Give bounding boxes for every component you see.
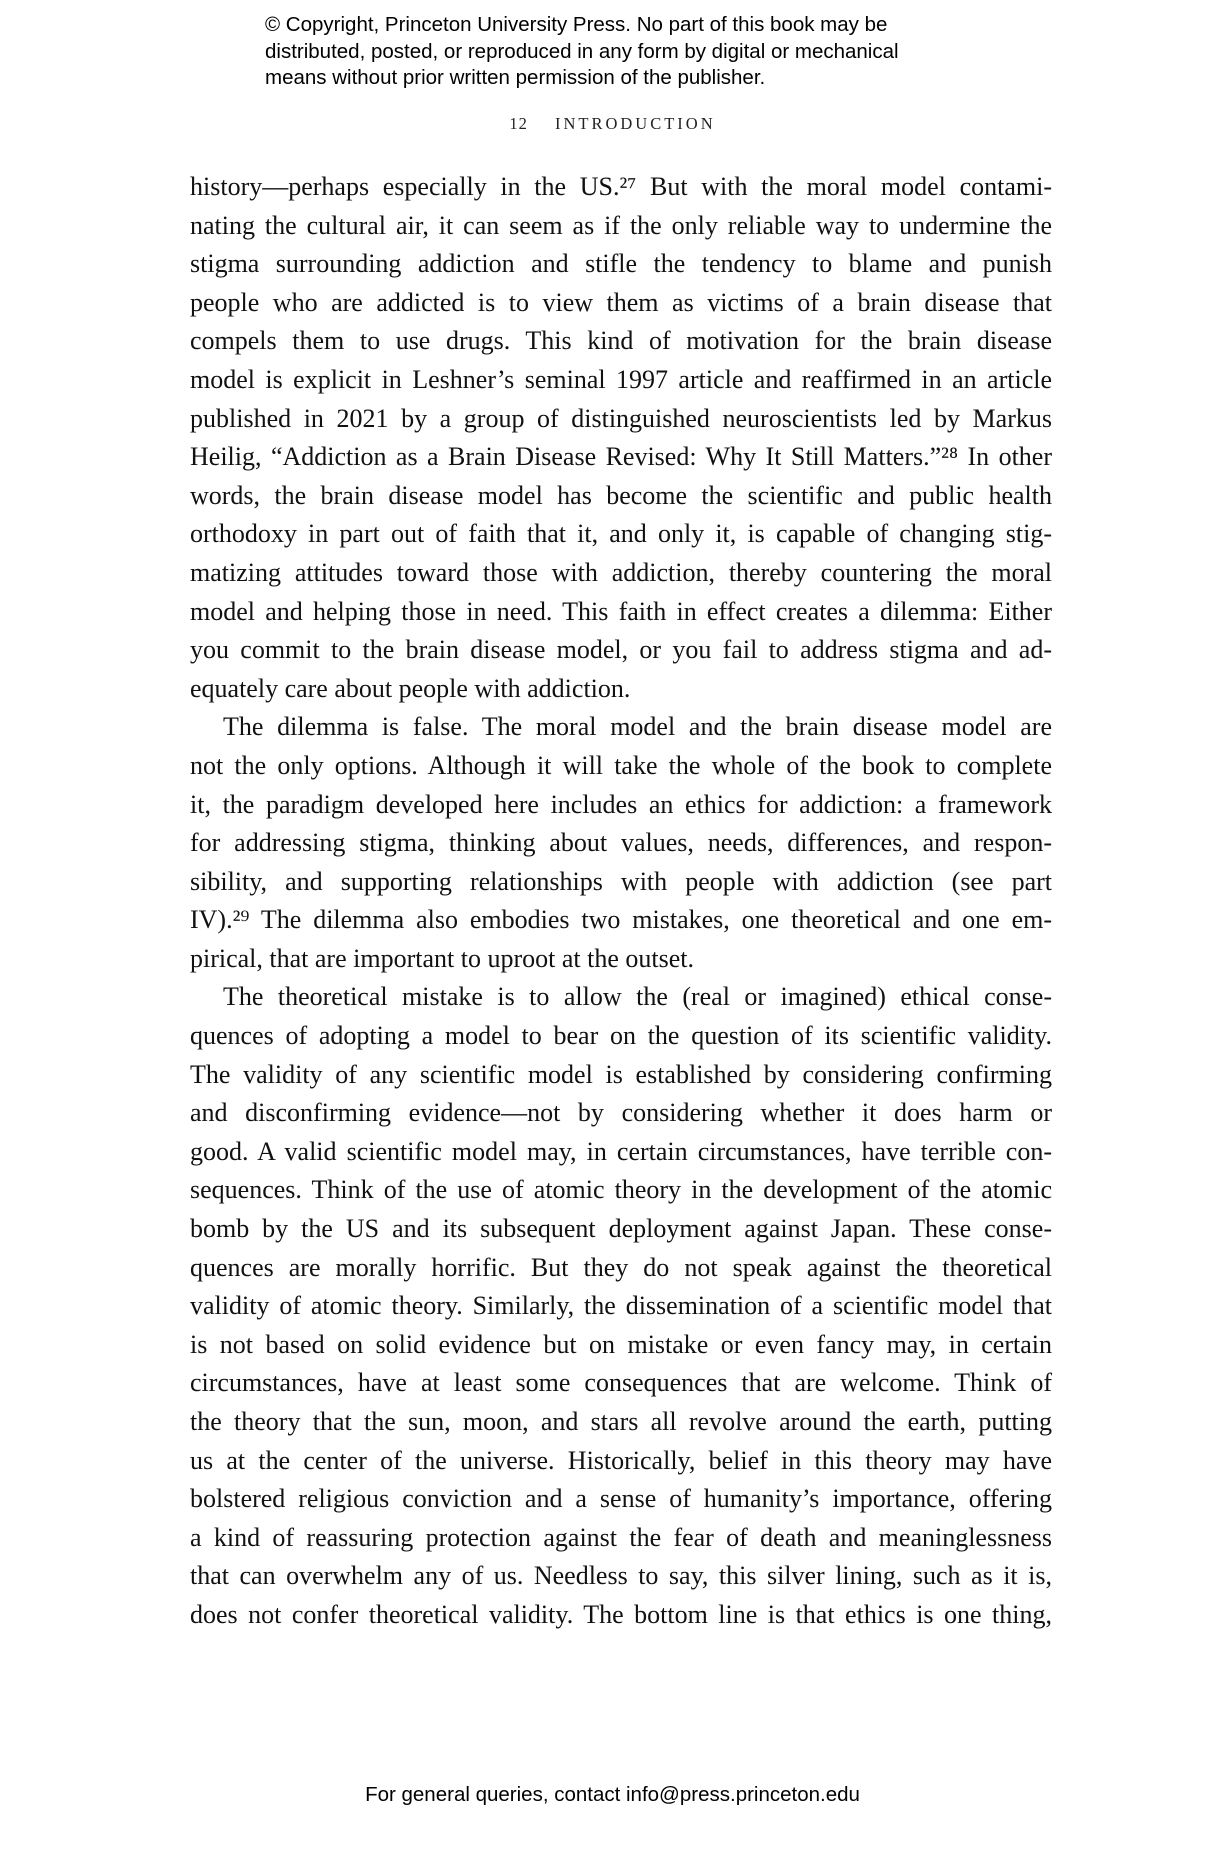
text-line: a kind of reassuring protection against the fear of death and meaninglessness xyxy=(190,1522,1052,1552)
text-line: The dilemma is false. The moral model and the brain disease model are xyxy=(223,712,1052,742)
text-line: sibility, and supporting relationships with people with addiction (see part xyxy=(190,866,1052,896)
running-head xyxy=(0,114,1225,134)
text-line: and disconfirming evidence—not by considering whether it does harm or xyxy=(190,1098,1052,1128)
section-title: INTRODUCTION xyxy=(554,114,716,133)
text-line: quences are morally horrific. But they do not speak against the theoretical xyxy=(190,1252,1052,1282)
text-line: it, the paradigm developed here includes an ethics for addiction: a framework xyxy=(190,789,1052,819)
text-line: model is explicit in Leshner’s seminal 1997 article and reaffirmed in an article xyxy=(190,364,1052,394)
text-line: nating the cultural air, it can seem as if the only reliable way to undermine the xyxy=(190,210,1052,240)
text-line: quences of adopting a model to bear on the question of its scientific validity. xyxy=(190,1021,1052,1051)
page-number: 12 xyxy=(509,114,528,133)
text-line: words, the brain disease model has become the scientific and public health xyxy=(190,480,1052,510)
text-line: the theory that the sun, moon, and stars all revolve around the earth, putting xyxy=(190,1407,1052,1436)
copyright-notice xyxy=(265,12,1025,92)
text-line: circumstances, have at least some consequences that are welcome. Think of xyxy=(190,1368,1052,1398)
text-line: The validity of any scientific model is established by considering confirming xyxy=(190,1059,1052,1089)
text-line: that can overwhelm any of us. Needless to say, this silver lining, such as it is, xyxy=(190,1561,1052,1591)
copyright-line: distributed, posted, or reproduced in any form by digital or mechanical xyxy=(265,39,899,63)
text-line: people who are addicted is to view them as victims of a brain disease that xyxy=(190,287,1052,317)
text-line: equately care about people with addiction. xyxy=(190,673,631,703)
text-line: for addressing stigma, thinking about values, needs, differences, and respon- xyxy=(190,828,1052,858)
text-line: us at the center of the universe. Historically, belief in this theory may have xyxy=(190,1445,1052,1475)
text-line: not the only options. Although it will take the whole of the book to complete xyxy=(190,750,1052,780)
text-line: is not based on solid evidence but on mistake or even fancy may, in certain xyxy=(190,1329,1052,1359)
body-text xyxy=(190,168,1052,1635)
text-line: IV).²⁹ The dilemma also embodies two mistakes, one theoretical and one em- xyxy=(190,905,1052,935)
text-line: sequences. Think of the use of atomic theory in the development of the atomic xyxy=(190,1175,1052,1205)
text-line: model and helping those in need. This faith in effect creates a dilemma: Either xyxy=(190,596,1052,626)
text-line: history—perhaps especially in the US.²⁷ But with the moral model contami- xyxy=(190,172,1052,201)
copyright-line: means without prior written permission of the publisher. xyxy=(265,66,766,89)
text-line: bomb by the US and its subsequent deployment against Japan. These conse- xyxy=(190,1214,1052,1244)
text-line: stigma surrounding addiction and stifle the tendency to blame and punish xyxy=(190,249,1052,279)
text-line: The theoretical mistake is to allow the (real or imagined) ethical conse- xyxy=(223,982,1052,1012)
text-line: orthodoxy in part out of faith that it, and only it, is capable of changing stig- xyxy=(190,519,1052,549)
text-line: you commit to the brain disease model, or you fail to address stigma and ad- xyxy=(190,635,1052,665)
text-line: bolstered religious conviction and a sense of humanity’s importance, offering xyxy=(190,1484,1052,1514)
text-line: does not confer theoretical validity. The bottom line is that ethics is one thing, xyxy=(190,1599,1052,1629)
text-line: matizing attitudes toward those with addiction, thereby countering the moral xyxy=(190,557,1052,587)
text-line: compels them to use drugs. This kind of motivation for the brain disease xyxy=(190,326,1052,356)
copyright-line: © Copyright, Princeton University Press. No part of this book may be xyxy=(265,13,888,36)
text-line: published in 2021 by a group of distinguished neuroscientists led by Markus xyxy=(190,403,1052,433)
text-line: pirical, that are important to uproot at the outset. xyxy=(190,943,694,973)
text-line: validity of atomic theory. Similarly, the dissemination of a scientific model that xyxy=(190,1291,1052,1321)
footer-contact: For general queries, contact info@press.princeton.edu xyxy=(365,1783,860,1806)
text-line: Heilig, “Addiction as a Brain Disease Revised: Why It Still Matters.”²⁸ In other xyxy=(190,442,1052,472)
text-line: good. A valid scientific model may, in certain circumstances, have terrible con- xyxy=(190,1136,1052,1166)
